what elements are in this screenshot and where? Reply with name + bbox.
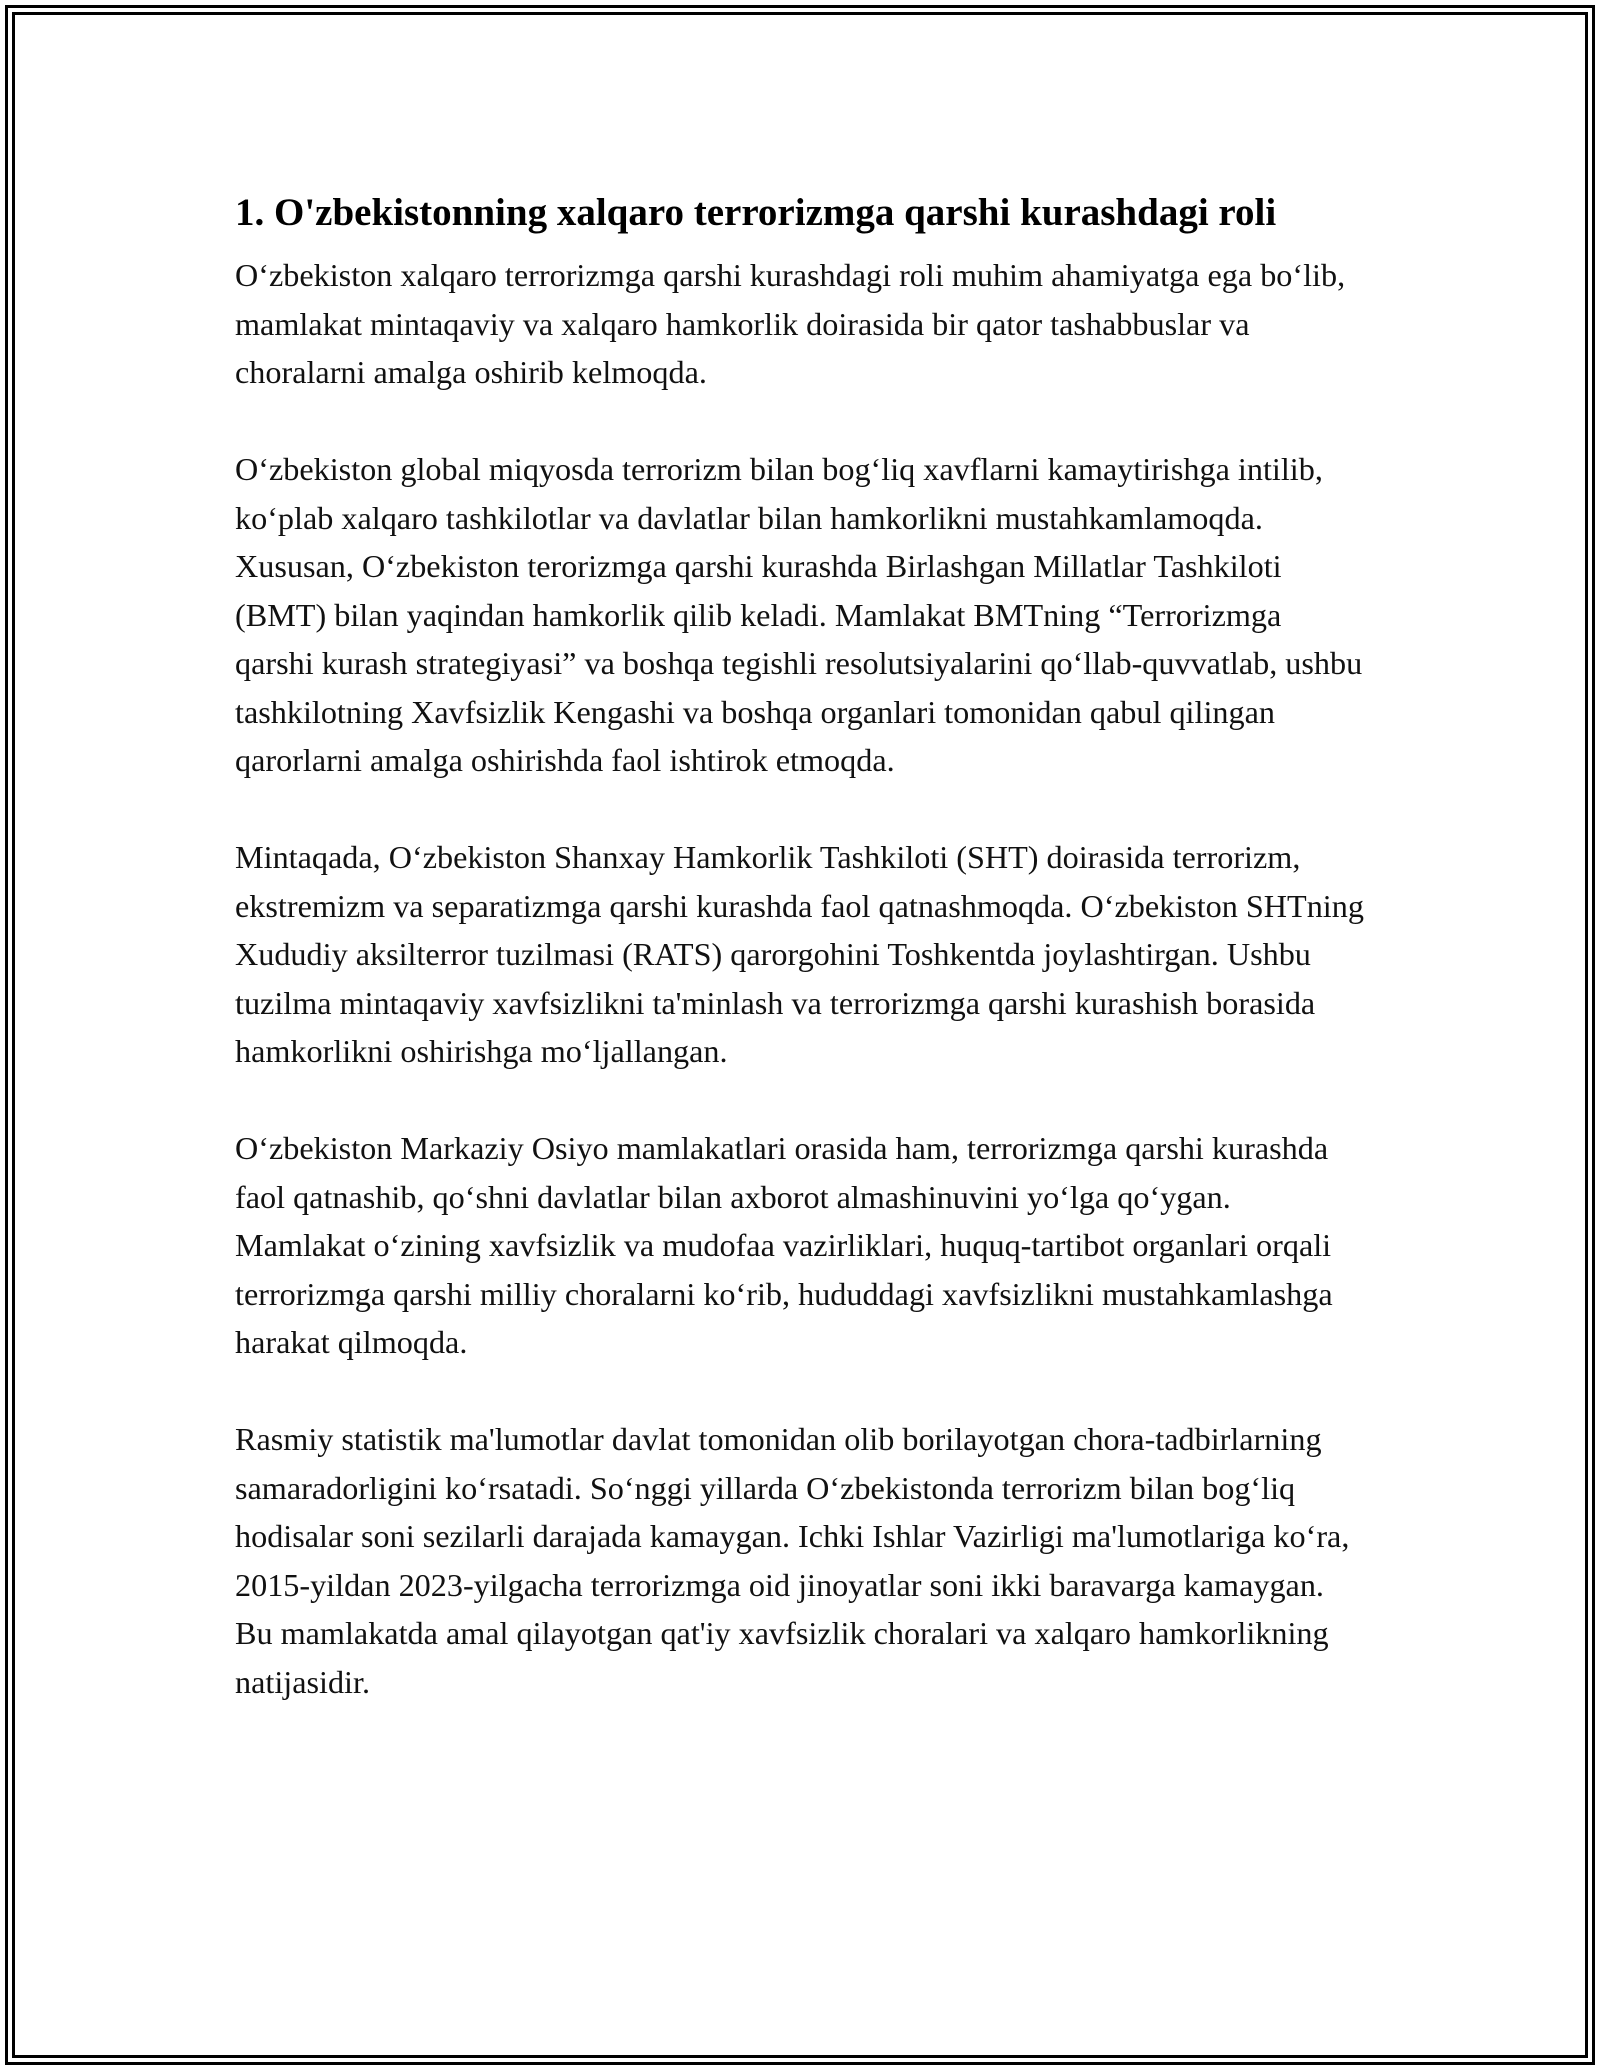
- paragraph-un-cooperation: O‘zbekiston global miqyosda terrorizm bilan bog‘liq xavflarni kamaytirishga intilib, ko‘plab xalqaro tashkilotlar va davlatlar bilan hamkorlikni mustahkamlamoqda. Xususan, O‘zbekiston terorizmga qarshi kurashda Birlashgan Millatlar Tashkiloti (BMT) bilan yaqindan hamkorlik qilib keladi. Mamlakat BMTning “Terrorizmga qarshi kurash strategiyasi” va boshqa tegishli resolutsiyalarini qo‘llab-quvvatlab, ushbu tashkilotning Xavfsizlik Kengashi va boshqa organlari tomonidan qabul qilingan qarorlarni amalga oshirishda faol ishtirok etmoqda.: [235, 451, 1363, 778]
- paragraph-statistics: Rasmiy statistik ma'lumotlar davlat tomonidan olib borilayotgan chora-tadbirlarning samaradorligini ko‘rsatadi. So‘nggi yillarda O‘zbekistonda terrorizm bilan bog‘liq hodisalar soni sezilarli darajada kamaygan. Ichki Ishlar Vazirligi ma'lumotlariga ko‘ra, 2015-yildan 2023-yilgacha terrorizmga oid jinoyatlar soni ikki baravarga kamaygan. Bu mamlakatda amal qilayotgan qat'iy xavfsizlik choralari va xalqaro hamkorlikning natijasidir.: [235, 1421, 1350, 1700]
- section-heading: 1. O'zbekistonning xalqaro terrorizmga qarshi kurashdagi roli: [235, 191, 1277, 234]
- paragraph-intro: O‘zbekiston xalqaro terrorizmga qarshi kurashdagi roli muhim ahamiyatga ega bo‘lib, mamlakat mintaqaviy va xalqaro hamkorlik doirasida bir qator tashabbuslar va choralarni amalga oshirib kelmoqda.: [235, 257, 1346, 390]
- document-body: [235, 185, 1365, 1706]
- paragraph-central-asia: O‘zbekiston Markaziy Osiyo mamlakatlari orasida ham, terrorizmga qarshi kurashda faol qatnashib, qo‘shni davlatlar bilan axborot almashinuvini yo‘lga qo‘ygan. Mamlakat o‘zining xavfsizlik va mudofaa vazirliklari, huquq-tartibot organlari orqali terrorizmga qarshi milliy choralarni ko‘rib, hududdagi xavfsizlikni mustahkamlashga harakat qilmoqda.: [235, 1130, 1333, 1360]
- paragraph-sco-rats: Mintaqada, O‘zbekiston Shanxay Hamkorlik Tashkiloti (SHT) doirasida terrorizm, ekstremizm va separatizmga qarshi kurashda faol qatnashmoqda. O‘zbekiston SHTning Xududiy aksilterror tuzilmasi (RATS) qarorgohini Toshkentda joylashtirgan. Ushbu tuzilma mintaqaviy xavfsizlikni ta'minlash va terrorizmga qarshi kurashish borasida hamkorlikni oshirishga mo‘ljallangan.: [235, 839, 1364, 1069]
